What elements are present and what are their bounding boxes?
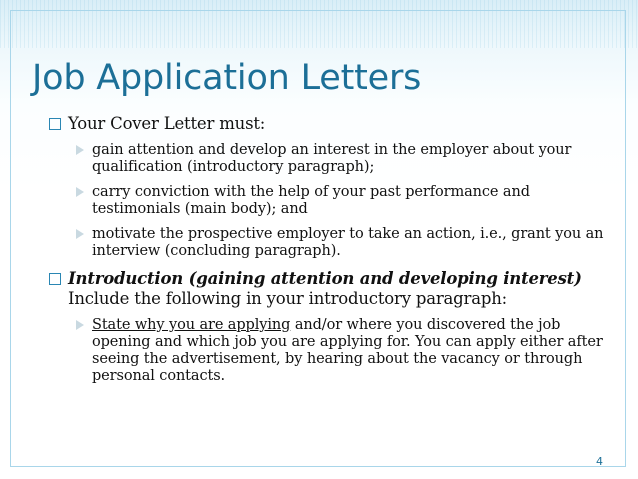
sub-bullet-text: gain attention and develop an interest in the employer about your qualification (introductory paragraph); xyxy=(92,142,572,175)
square-bullet-icon xyxy=(49,273,61,285)
intro-heading: Introduction (gaining attention and developing interest) xyxy=(68,269,582,288)
bullet-introduction xyxy=(48,269,614,309)
triangle-bullet-icon xyxy=(76,229,84,239)
triangle-bullet-icon xyxy=(76,145,84,155)
page-number: 4 xyxy=(596,455,603,468)
bullet-cover-letter xyxy=(48,114,614,134)
sub-bullet-text: and/or where you discovered the job opening and which job you are applying for. You can apply either after seeing the advertisement, by hearing about the vacancy or through personal contacts. xyxy=(92,317,603,384)
intro-heading-rest: Include the following in your introductory paragraph: xyxy=(68,289,508,308)
square-bullet-icon xyxy=(49,118,61,130)
bullet-text: Your Cover Letter must: xyxy=(68,114,266,133)
slide-title: Job Application Letters xyxy=(32,58,422,98)
underlined-phrase: State why you are applying xyxy=(92,317,291,333)
sub-bullet xyxy=(72,226,614,260)
sub-bullet xyxy=(72,184,614,218)
sub-bullet-text: carry conviction with the help of your past performance and testimonials (main body); and xyxy=(92,184,530,217)
sub-bullet xyxy=(72,317,614,385)
sub-bullet-text: motivate the prospective employer to take an action, i.e., grant you an interview (concluding paragraph). xyxy=(92,226,604,259)
slide-body xyxy=(48,114,614,393)
triangle-bullet-icon xyxy=(76,320,84,330)
sub-bullet xyxy=(72,142,614,176)
triangle-bullet-icon xyxy=(76,187,84,197)
